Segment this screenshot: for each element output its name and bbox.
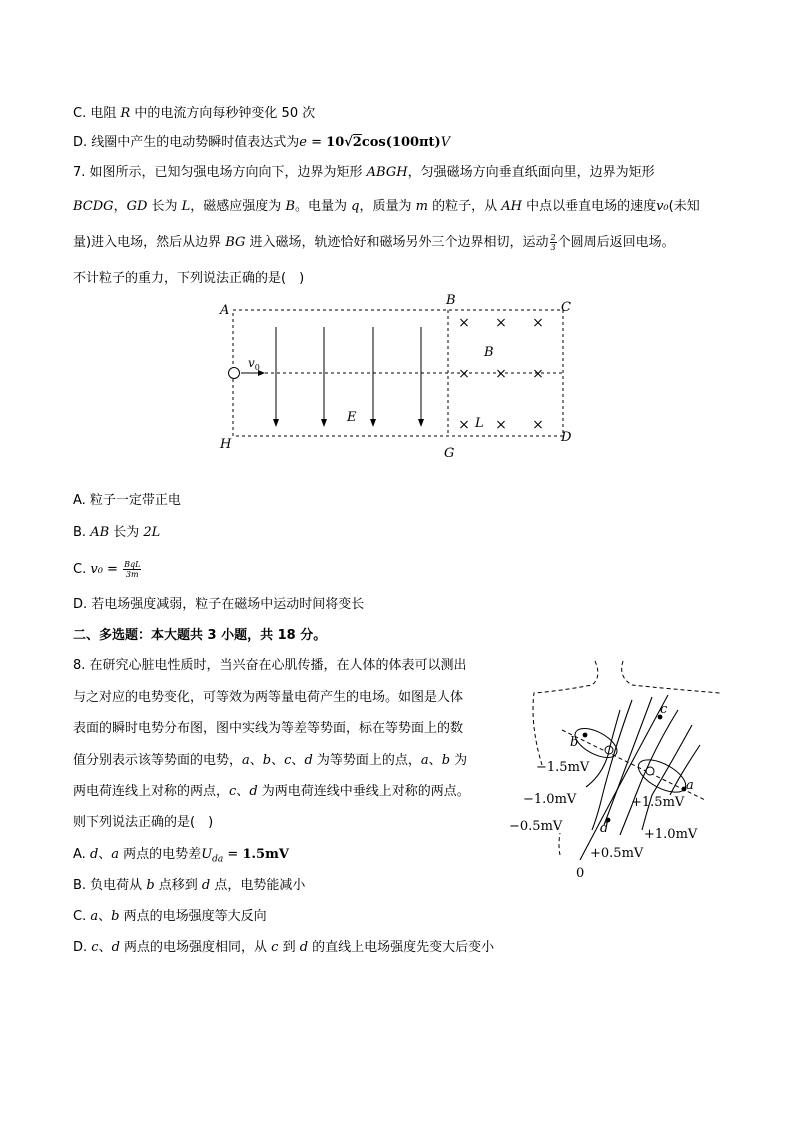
section-header: 二、多选题：本大题共 3 小题，共 18 分。 xyxy=(73,628,327,643)
q7-line-3: 量)进入电场，然后从边界 BG 进入磁场，轨迹恰好和磁场另外三个边界相切，运动 $\frac{2}{3}$ 个圆周后返回电场。 xyxy=(73,233,675,252)
magnetic-field-crosses xyxy=(458,315,544,433)
q7-option-b: B. AB 长为 2L xyxy=(73,525,161,540)
q8-option-a: A. d、a 两点的电势差$U_{da} = 1.5mV$ xyxy=(73,847,289,865)
q8-option-b: B. 负电荷从 b 点移到 d 点，电势能减小 xyxy=(73,878,306,893)
label-minus-0-5: −0.5mV xyxy=(509,819,563,834)
q8-line-5: 两电荷连线上对称的两点，c、d 为两电荷连线中垂线上对称的两点。 xyxy=(73,784,470,799)
svg-text:×: × xyxy=(532,366,544,382)
q7-option-d: D. 若电场强度减弱，粒子在磁场中运动时间将变长 xyxy=(73,597,365,612)
label-E: E xyxy=(347,410,357,425)
svg-text:×: × xyxy=(532,315,544,331)
electric-field-arrows xyxy=(276,327,421,422)
label-B-field: B xyxy=(484,345,494,360)
v0-fraction: $\frac{\text{BqL}}{3m}$ xyxy=(124,560,141,579)
q6-option-c-text: C. 电阻 xyxy=(73,106,117,121)
q6-sqrt: √2 xyxy=(344,135,362,150)
point-d: d xyxy=(600,821,609,836)
q8-figure xyxy=(500,655,730,885)
q6-option-c-suffix: 中的电流方向每秒钟变化 50 次 xyxy=(134,106,316,121)
q6-arg: (100πt) xyxy=(385,135,441,150)
q8-option-d: D. c、d 两点的电场强度相同，从 c 到 d 的直线上电场强度先变大后变小 xyxy=(73,940,495,955)
label-plus-1-0: +1.0mV xyxy=(644,827,698,842)
label-H: H xyxy=(220,437,232,452)
q7-option-c: C. v₀ = $\frac{\text{BqL}}{3m}$ xyxy=(73,560,141,579)
q7-option-a: A. 粒子一定带正电 xyxy=(73,493,181,508)
q8-line-6: 则下列说法正确的是( ) xyxy=(73,815,214,830)
q6-unit: V xyxy=(440,135,451,150)
label-plus-1-5: +1.5mV xyxy=(631,795,685,810)
label-v0: $v_0$ xyxy=(248,356,260,372)
q6-eq: = xyxy=(306,135,327,150)
q8-line-2: 与之对应的电势变化，可等效为两等量电荷产生的电场。如图是人体 xyxy=(73,690,464,705)
particle xyxy=(229,368,240,379)
label-minus-1-5: −1.5mV xyxy=(536,760,590,775)
svg-text:×: × xyxy=(495,417,507,433)
q6-option-d-text: D. 线圈中产生的电动势瞬时值表达式为 xyxy=(73,135,300,150)
point-a: a xyxy=(686,778,694,793)
q6-emf-symbol: e xyxy=(299,135,307,150)
label-minus-1-0: −1.0mV xyxy=(523,792,577,807)
positive-charge-region xyxy=(633,753,690,799)
svg-text:×: × xyxy=(458,417,470,433)
svg-text:×: × xyxy=(532,417,544,433)
q8-option-c: C. a、b 两点的电场强度等大反向 xyxy=(73,909,267,924)
q6-option-d xyxy=(73,134,450,152)
label-A: A xyxy=(220,303,230,318)
q8-line-1: 8. 在研究心脏电性质时，当兴奋在心肌传播，在人体的体表可以测出 xyxy=(73,658,467,673)
label-C: C xyxy=(561,300,571,315)
q8-line-3: 表面的瞬时电势分布图，图中实线为等差等势面，标在等势面上的数 xyxy=(73,721,464,736)
q7-line-2: BCDG，GD 长为 L，磁感应强度为 B。电量为 q，质量为 m 的粒子，从 AH 中点以垂直电场的速度v₀(未知 xyxy=(73,199,700,214)
label-L: L xyxy=(475,416,484,431)
q7-figure xyxy=(215,290,585,460)
q8-line-4: 值分别表示该等势面的电势，a、b、c、d 为等势面上的点，a、b 为 xyxy=(73,753,468,768)
svg-text:×: × xyxy=(495,315,507,331)
point-b: b xyxy=(570,735,579,750)
label-plus-0-5: +0.5mV xyxy=(590,846,644,861)
point-c: c xyxy=(660,702,668,717)
q6-option-c-var: R xyxy=(120,106,131,121)
label-G: G xyxy=(444,446,455,460)
label-B-corner: B xyxy=(446,293,456,308)
svg-text:×: × xyxy=(495,366,507,382)
q6-coef: 10 xyxy=(326,135,345,150)
q6-func: cos xyxy=(361,135,386,150)
svg-text:×: × xyxy=(458,366,470,382)
label-zero: 0 xyxy=(576,866,585,881)
q7-line-4: 不计粒子的重力，下列说法正确的是( ) xyxy=(73,271,305,286)
q6-option-c xyxy=(73,105,315,123)
q7-line-1: 7. 如图所示，已知匀强电场方向向下，边界为矩形 ABGH，匀强磁场方向垂直纸面向里，边界为矩形 xyxy=(73,165,655,180)
two-thirds-fraction: $\frac{2}{3}$ xyxy=(550,233,556,252)
label-D: D xyxy=(561,430,572,445)
svg-text:×: × xyxy=(458,315,470,331)
